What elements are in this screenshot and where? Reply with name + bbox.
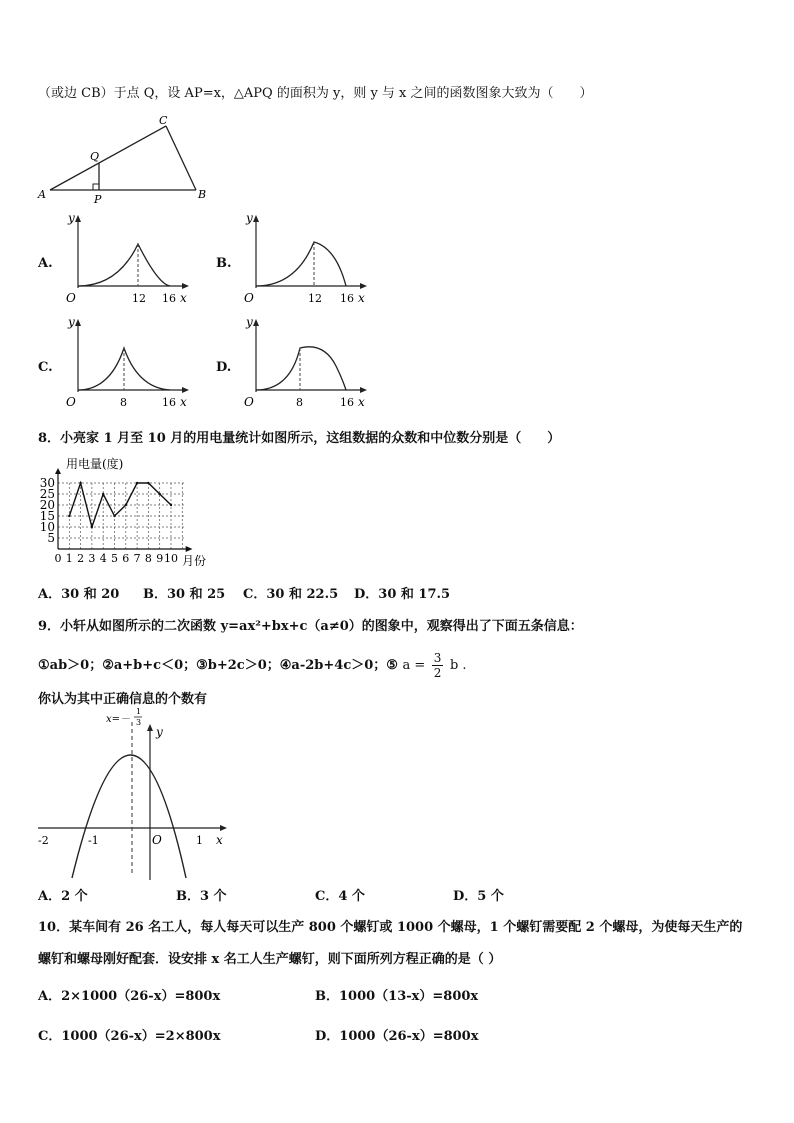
- q8-option-C[interactable]: C．30 和 22.5: [243, 587, 339, 602]
- option-A-letter[interactable]: A.: [38, 256, 53, 271]
- tick-1: 1: [196, 834, 203, 847]
- tick-peak: 8: [296, 396, 303, 409]
- graph-D[interactable]: [236, 316, 370, 412]
- label-A: A: [38, 188, 46, 201]
- data-point: [113, 515, 115, 517]
- triangle-figure: [34, 112, 214, 204]
- y-tick-label: 20: [39, 498, 55, 512]
- graph-A[interactable]: [58, 212, 192, 308]
- parabola-axis-y: y: [156, 725, 163, 739]
- q8-stem: 8．小亮家 1 月至 10 月的用电量统计如图所示，这组数据的众数和中位数分别是（ ）: [38, 431, 561, 446]
- q10-stem-line1: 10．某车间有 26 名工人，每人每天可以生产 800 个螺钉或 1000 个螺母，1 个螺钉需要配 2 个螺母，为使每天生产的: [38, 920, 743, 935]
- axis-x: x: [180, 395, 187, 409]
- q10-option-A[interactable]: A．2×1000（26-x）=800x: [38, 989, 221, 1004]
- tick-end: 16: [340, 292, 354, 305]
- origin: O: [244, 395, 254, 409]
- data-point: [159, 493, 161, 495]
- x-tick-label: 6: [122, 552, 130, 565]
- data-point: [147, 482, 149, 484]
- axis-x: x: [358, 395, 365, 409]
- q8-option-A[interactable]: A．30 和 20: [38, 587, 120, 602]
- q8-option-B[interactable]: B．30 和 25: [143, 587, 226, 602]
- q8-option-D[interactable]: D．30 和 17.5: [354, 587, 451, 602]
- q9-option-B[interactable]: B．3 个: [176, 889, 227, 904]
- q9-option-C[interactable]: C．4 个: [315, 889, 365, 904]
- option-D-letter[interactable]: D.: [216, 360, 232, 375]
- graph-B[interactable]: [236, 212, 370, 308]
- q9-item5-lhs: a =: [402, 658, 426, 673]
- x-axis-arrow: [186, 546, 193, 552]
- electricity-line-chart: [36, 453, 216, 571]
- parabola-axis-x: x: [216, 833, 223, 847]
- label-Q: Q: [90, 150, 100, 163]
- x-tick-label: 7: [133, 552, 141, 565]
- chart-ylabel: 用电量(度): [66, 457, 124, 471]
- chart-ticks: [40, 476, 178, 565]
- y-tick-label: 10: [39, 520, 55, 534]
- tick-peak: 8: [120, 396, 127, 409]
- q9-option-A[interactable]: A．2 个: [38, 889, 88, 904]
- q7-stem: （或边 CB）于点 Q，设 AP=x，△APQ 的面积为 y，则 y 与 x 之间的函数图象大致为（ ）: [38, 86, 593, 101]
- x-tick-label: 3: [88, 552, 96, 565]
- q10-option-D[interactable]: D．1000（26-x）=800x: [315, 1029, 479, 1044]
- data-point: [68, 515, 70, 517]
- y-tick-label: 5: [47, 531, 55, 545]
- option-C-letter[interactable]: C.: [38, 360, 53, 375]
- q9-fraction: [432, 651, 444, 680]
- data-point: [170, 504, 172, 506]
- x-tick-label: 4: [99, 552, 107, 565]
- x-tick-label: 5: [111, 552, 118, 565]
- axis-y: y: [246, 212, 253, 225]
- x-tick-label: 2: [77, 552, 85, 565]
- origin: O: [66, 395, 76, 409]
- chart-xlabel: 月份: [182, 554, 207, 568]
- label-P: P: [94, 193, 102, 204]
- fraction-num: 3: [433, 651, 442, 665]
- graph-C[interactable]: [58, 316, 192, 412]
- option-B-letter[interactable]: B.: [216, 256, 232, 271]
- tick-peak: 12: [308, 292, 322, 305]
- symmetry-frac-den: 3: [136, 718, 142, 727]
- parabola-figure: [36, 708, 236, 884]
- tick-end: 16: [162, 292, 176, 305]
- q10-option-B[interactable]: B．1000（13-x）=800x: [315, 989, 479, 1004]
- tick-peak: 12: [132, 292, 146, 305]
- origin: O: [66, 291, 76, 305]
- chart-axes: [55, 468, 192, 552]
- tick-origin: O: [152, 833, 162, 847]
- axis-x: x: [180, 291, 187, 305]
- y-tick-label: 30: [39, 476, 55, 490]
- tick-neg1: -1: [88, 834, 99, 847]
- data-point: [136, 482, 138, 484]
- q9-option-D[interactable]: D．5 个: [453, 889, 504, 904]
- q9-items: [38, 651, 467, 680]
- q9-question: 你认为其中正确信息的个数有: [38, 692, 208, 707]
- q9-items-text: ①ab＞0；②a+b+c＜0；③b+2c＞0；④a-2b+4c＞0；⑤: [38, 658, 398, 673]
- symmetry-frac-num: 1: [136, 708, 142, 716]
- symmetry-axis-label: x=－: [106, 714, 131, 725]
- q9-stem: 9．小轩从如图所示的二次函数 y=ax²+bx+c（a≠0）的图象中，观察得出了下面五条信息：: [38, 619, 583, 634]
- fraction-den: 2: [433, 666, 442, 680]
- data-point: [91, 526, 93, 528]
- x-tick-label: 8: [144, 552, 152, 565]
- label-B: B: [198, 188, 207, 201]
- tick-neg2: -2: [38, 834, 49, 847]
- x-tick-label: 10: [164, 552, 178, 565]
- axis-y: y: [68, 316, 75, 329]
- data-point: [102, 493, 104, 495]
- tick-end: 16: [162, 396, 176, 409]
- x-tick-label: 9: [156, 552, 164, 565]
- q10-option-C[interactable]: C．1000（26-x）=2×800x: [38, 1029, 221, 1044]
- axis-y: y: [246, 316, 253, 329]
- origin: O: [244, 291, 254, 305]
- q10-stem-line2: 螺钉和螺母刚好配套．设安排 x 名工人生产螺钉，则下面所列方程正确的是（ ）: [38, 952, 502, 967]
- tick-end: 16: [340, 396, 354, 409]
- axis-x: x: [358, 291, 365, 305]
- data-point: [125, 504, 127, 506]
- label-C: C: [159, 114, 168, 127]
- y-axis-arrow: [55, 468, 61, 474]
- data-point: [79, 482, 81, 484]
- y-tick-label: 15: [39, 509, 55, 523]
- axis-y: y: [68, 212, 75, 225]
- y-tick-label: 25: [39, 487, 55, 501]
- x-tick-label: 1: [65, 552, 73, 565]
- x-tick-label: 0: [54, 552, 62, 565]
- q9-item5-rhs: b .: [449, 658, 467, 673]
